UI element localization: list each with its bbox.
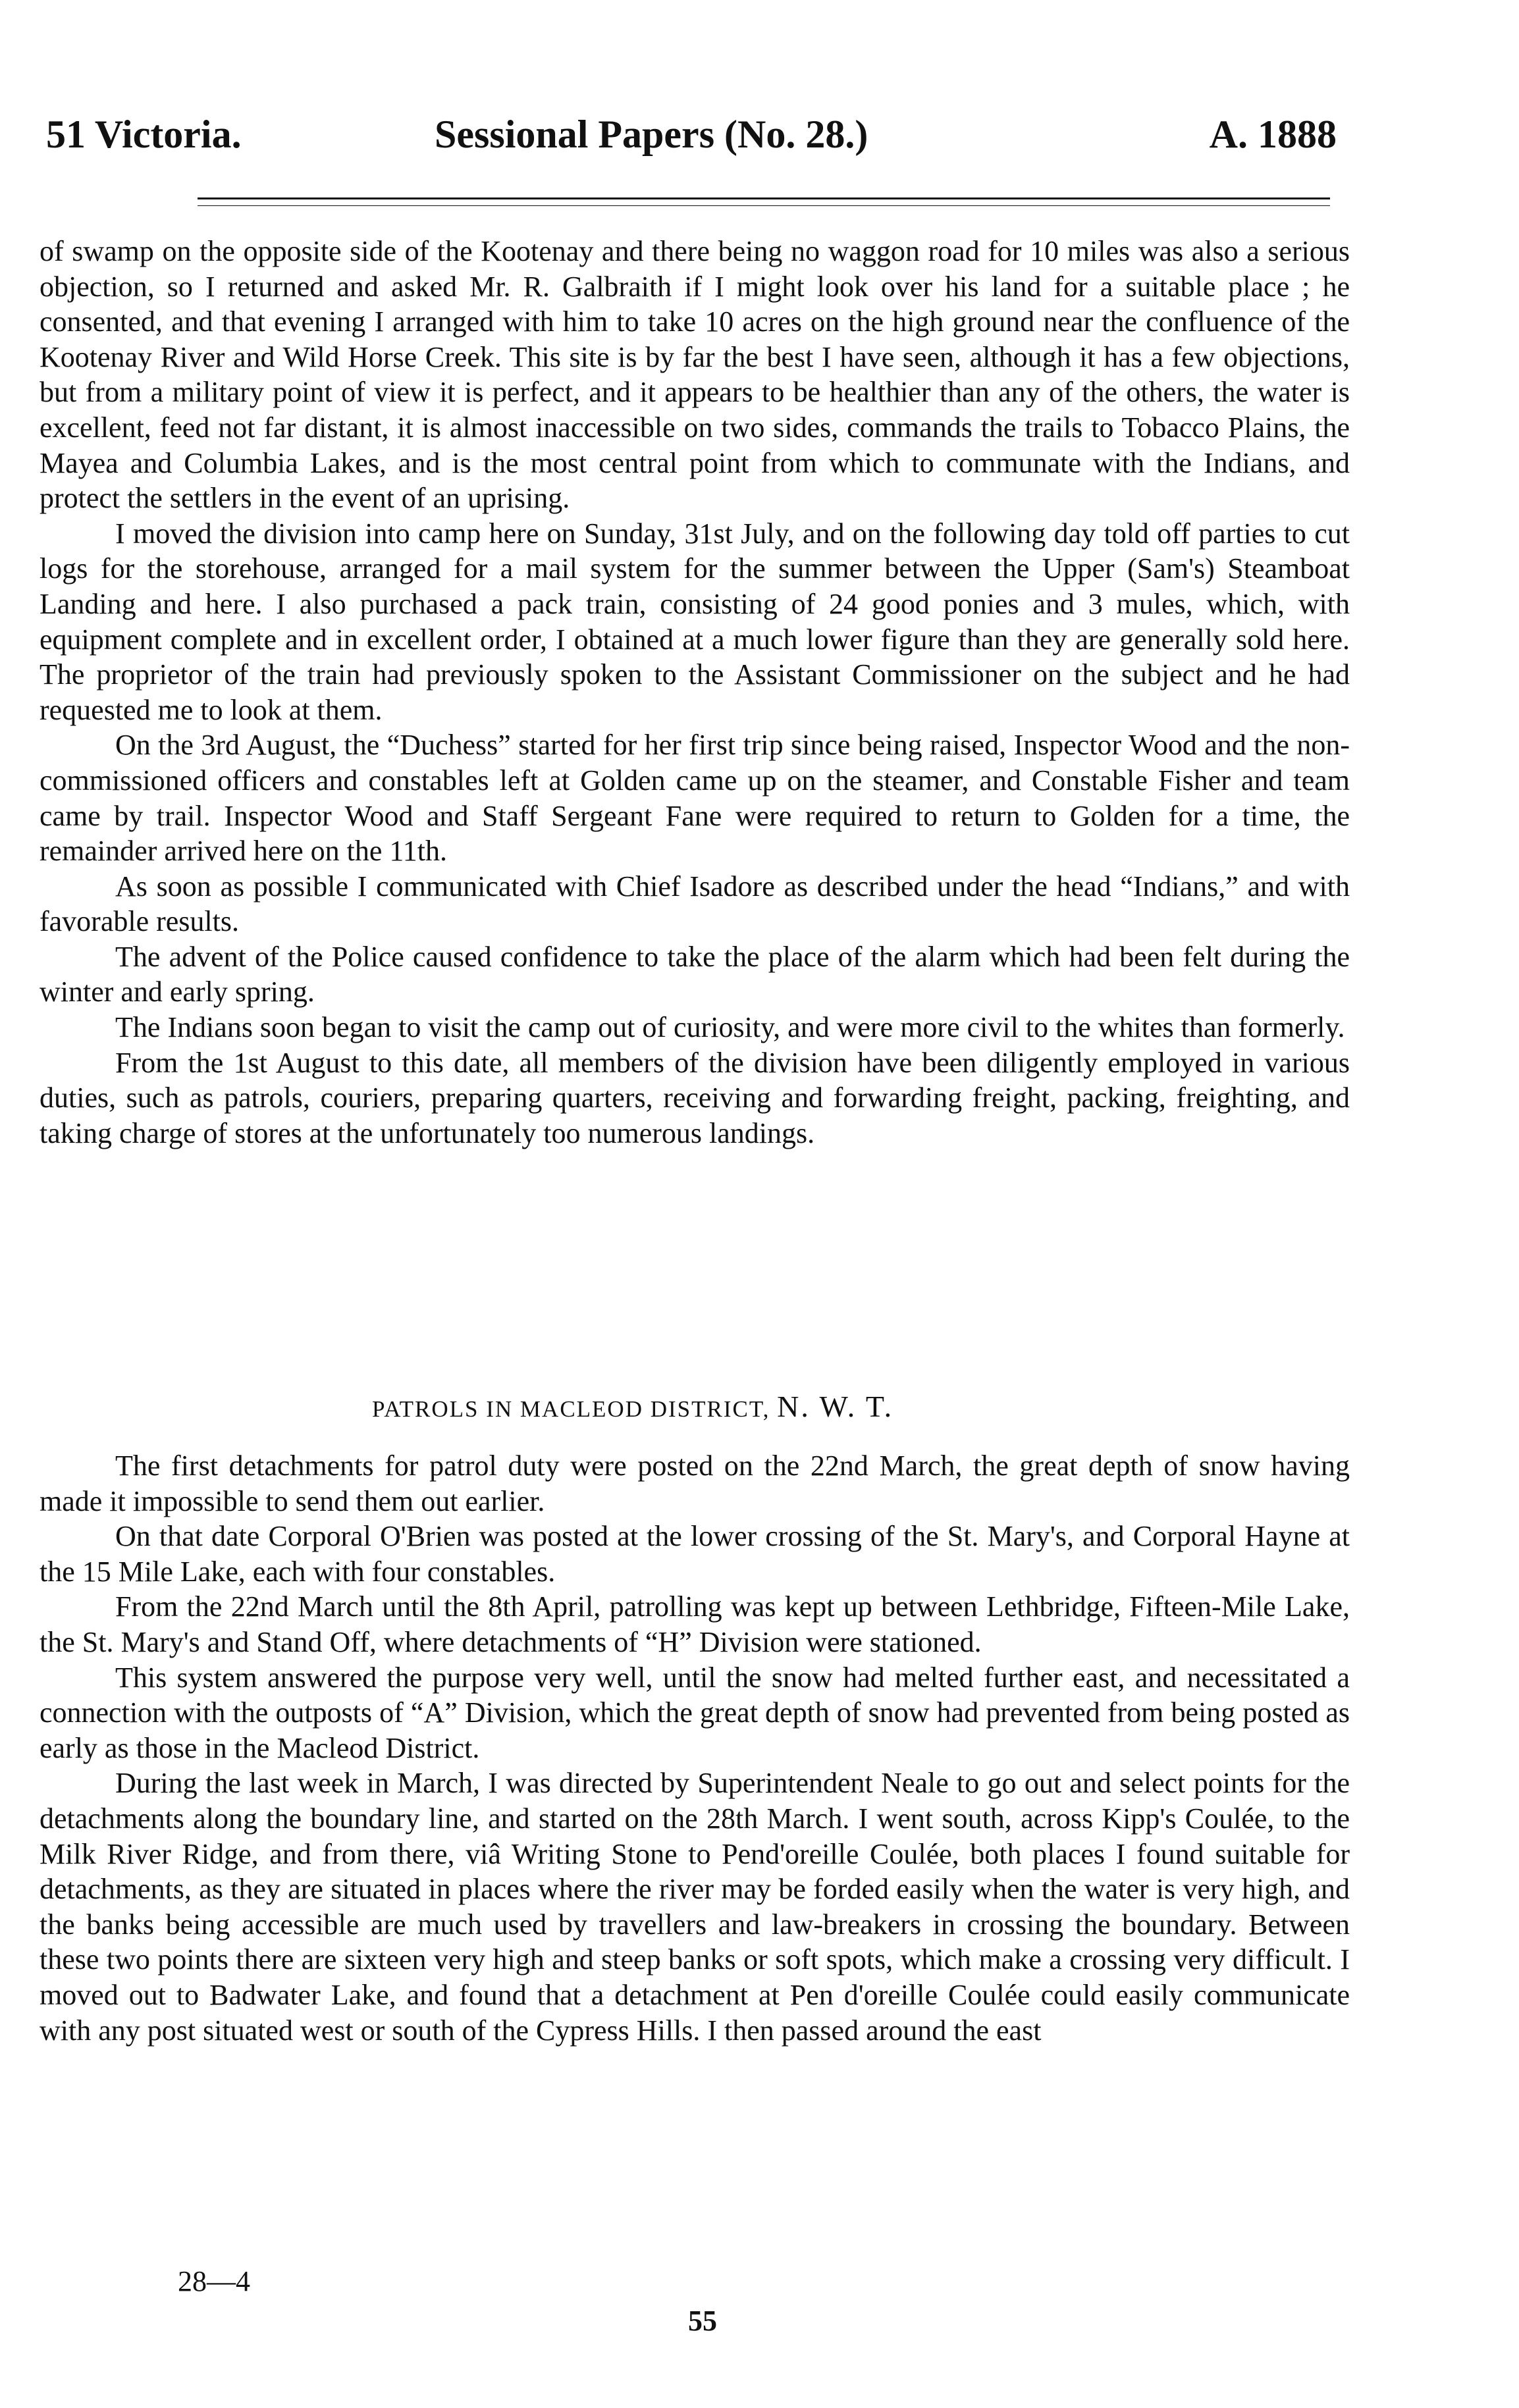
paragraph: of swamp on the opposite side of the Kootenay and there being no waggon road for 10 miles was also a serious objection, so I returned and asked Mr. R. Galbraith if I might look over his land for a suitable place ; he consented, and that evening I arranged with him to take 10 acres on the high ground near the confluence of the Kootenay River and Wild Horse Creek. This site is by far the best I have seen, although it has a few objections, but from a military point of view it is perfect, and it appears to be healthier than any of the others, the water is excellent, feed not far distant, it is almost inaccessible on two sides, commands the trails to Tobacco Plains, the Mayea and Columbia Lakes, and is the most central point from which to communate with the Indians, and protect the settlers in the event of an uprising. [40, 235, 1350, 515]
paragraph: The advent of the Police caused confidence to take the place of the alarm which had been felt during the winter and early spring. [40, 940, 1350, 1008]
section-heading-text: PATROLS IN MACLEOD DISTRICT, [372, 1396, 770, 1422]
body-text-part1 [40, 234, 1350, 1151]
paragraph: From the 22nd March until the 8th April, patrolling was kept up between Lethbridge, Fifteen-Mile Lake, the St. Mary's and Stand Off, where detachments of “H” Division were stationed. [40, 1590, 1350, 1658]
header-rule-thin [198, 205, 1330, 206]
paragraph: During the last week in March, I was directed by Superintendent Neale to go out and select points for the detachments along the boundary line, and started on the 28th March. I went south, across Kipp's Coulée, to the Milk River Ridge, and from there, viâ Writing Stone to Pend'oreille Coulée, both places I found suitable for detachments, as they are situated in places where the river may be forded easily when the water is very high, and the banks being accessible are much used by travellers and law-breakers in crossing the boundary. Between these two points there are sixteen very high and steep banks or soft spots, which make a crossing very difficult. I moved out to Badwater Lake, and found that a detachment at Pen d'oreille Coulée could easily communicate with any post situated west or south of the Cypress Hills. I then passed around the east [40, 1767, 1350, 2047]
body-text-part2 [40, 1448, 1350, 2048]
paragraph: The first detachments for patrol duty were posted on the 22nd March, the great depth of snow having made it impossible to send them out earlier. [40, 1450, 1350, 1517]
paragraph: As soon as possible I communicated with Chief Isadore as described under the head “Indians,” and with favorable results. [40, 870, 1350, 938]
paragraph: On that date Corporal O'Brien was posted at the lower crossing of the St. Mary's, and Corporal Hayne at the 15 Mile Lake, each with four constables. [40, 1520, 1350, 1588]
signature-ref: 28—4 [178, 2265, 250, 2297]
paragraph: I moved the division into camp here on Sunday, 31st July, and on the following day told off parties to cut logs for the storehouse, arranged for a mail system for the summer between the Upper (Sam's) Steamboat Landing and here. I also purchased a pack train, consisting of 24 good ponies and 3 mules, which, with equipment complete and in excellent order, I obtained at a much lower figure than they are generally sold here. The proprietor of the train had previously spoken to the Assistant Commissioner on the subject and he had requested me to look at them. [40, 517, 1350, 726]
paragraph: From the 1st August to this date, all members of the division have been diligently employed in various duties, such as patrols, couriers, preparing quarters, receiving and forwarding freight, packing, freighting, and taking charge of stores at the unfortunately too numerous landings. [40, 1046, 1350, 1149]
section-heading-region: N. W. T. [777, 1390, 894, 1423]
header-title: Sessional Papers (No. 28.) [435, 113, 868, 156]
header-year: A. 1888 [1209, 113, 1337, 156]
paragraph: This system answered the purpose very well, until the snow had melted further east, and necessitated a connection with the outposts of “A” Division, which the great depth of snow had prevented from being posted as early as those in the Macleod District. [40, 1661, 1350, 1764]
header-rule-thick [198, 197, 1330, 199]
page-number: 55 [688, 2305, 717, 2337]
running-header [46, 112, 1337, 171]
paragraph: On the 3rd August, the “Duchess” started for her first trip since being raised, Inspector Wood and the non-commissioned officers and constables left at Golden came up on the steamer, and Constable Fisher and team came by trail. Inspector Wood and Staff Sergeant Fane were required to return to Golden for a time, the remainder arrived here on the 11th. [40, 729, 1350, 868]
section-heading [372, 1389, 893, 1424]
paragraph: The Indians soon began to visit the camp out of curiosity, and were more civil to the whites than formerly. [115, 1011, 1345, 1044]
header-volume: 51 Victoria. [46, 113, 242, 156]
